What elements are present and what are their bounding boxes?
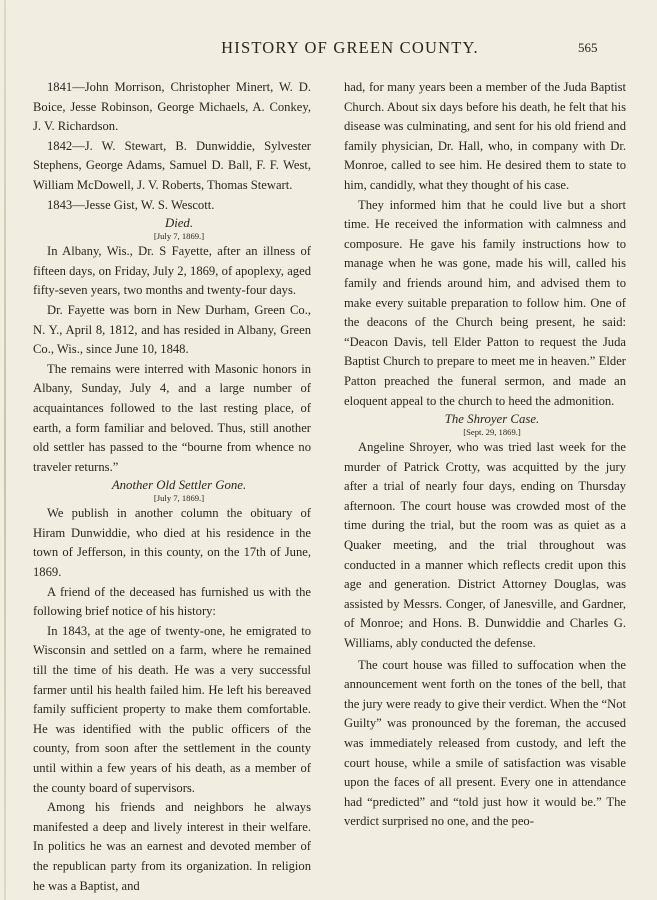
page-number: 565 [578, 40, 598, 55]
page-edge-shadow [4, 0, 6, 900]
paragraph: 1843—Jesse Gist, W. S. Wescott. [47, 197, 215, 212]
running-head [0, 38, 657, 60]
section-heading-shroyer-case: The Shroyer Case. [444, 412, 540, 427]
section-date: [July 7, 1869.] [153, 231, 205, 242]
running-title: HISTORY OF GREEN COUNTY. [221, 38, 479, 57]
paragraph: The court house was filled to suffocation when the announcement went forth on the tones of the bell, that the jury were ready to give their verdict. When the “Not Guilty” was pronounced by the foreman, the accused was immediately released from custody, and left the court house, while a smile of satisfaction was visable upon the faces of all present. Every one in attendance had “predicted” and “told just how it would be.” The verdict surprised no one, and the peo- [344, 657, 626, 829]
paragraph: 1842—J. W. Stewart, B. Dunwiddie, Sylvester Stephens, George Adams, Samuel D. Ball, F. F. West, William McDowell, J. V. Roberts, Thomas Stewart. [33, 138, 311, 192]
paragraph: In Albany, Wis., Dr. S Fayette, after an illness of fifteen days, on Friday, July 2, 1869, of apoplexy, aged fifty-seven years, two months and twenty-four days. [33, 244, 311, 298]
paragraph: had, for many years been a member of the Juda Baptist Church. About six days before his death, he felt that his disease was culminating, and sent for his old friend and family physician, Dr. Hall, who, in company with Dr. Monroe, called to see him. He desired them to state to him, candidly, what they thought of his case. [344, 80, 626, 192]
paragraph: A friend of the deceased has furnished us with the following brief notice of his history: [33, 584, 311, 619]
paragraph: We publish in another column the obituary of Hiram Dunwiddie, who died at his residence in the town of Jefferson, in this county, on the 17th of June, 1869. [33, 506, 311, 580]
paragraph: Among his friends and neighbors he always manifested a deep and lively interest in their welfare. In politics he was an earnest and devoted member of the republican party from its organization. In religion he was a Baptist, and [33, 800, 311, 893]
paragraph: In 1843, at the age of twenty-one, he emigrated to Wisconsin and settled on a farm, where he remained till the time of his death. He was a very successful farmer until his health failed him. He left his bereaved family sufficient property to make them comfortable. He was identified with the public officers of the county, from soon after the settlement in the county until within a few years of his death, as a member of the county board of supervisors. [33, 623, 311, 795]
section-date: [July 7, 1869.] [153, 493, 205, 504]
paragraph: 1841—John Morrison, Christopher Minert, W. D. Boice, Jesse Robinson, George Michaels, A. Conkey, J. V. Richardson. [33, 80, 311, 134]
section-heading-old-settler: Another Old Settler Gone. [111, 478, 247, 493]
left-column [33, 78, 311, 896]
paragraph: They informed him that he could live but a short time. He received the information with calmness and composure. He gave his family instructions how to manage when he was gone, made his will, called his family and friends around him, and advised them to make every suitable preparation to follow him. One of the deacons of the Church being present, he said: “Deacon Davis, tell Elder Patton to request the Juda Baptist Church to prepare to meet me in heaven.” Elder Patton preached the funeral sermon, and made an eloquent appeal to the church to heed the admonition. [344, 197, 626, 408]
section-heading-died: Died. [164, 216, 194, 231]
section-date: [Sept. 29, 1869.] [463, 427, 521, 438]
right-column [344, 78, 626, 832]
paragraph: Dr. Fayette was born in New Durham, Green Co., N. Y., April 8, 1812, and has resided in Albany, Green Co., Wis., since June 10, 1848. [33, 302, 311, 357]
paragraph: The remains were interred with Masonic honors in Albany, Sunday, July 4, and a large number of acquaintances followed to the last resting place, of earth, a form familiar and beloved. Thus, still another old settler has passed to the “bourne from whence no traveler returns.” [33, 361, 311, 474]
paragraph: Angeline Shroyer, who was tried last week for the murder of Patrick Crotty, was acquitted by the jury after a trial of nearly four days, ending on Thursday afternoon. The court house was crowded most of the time during the trial, but the room was as quiet as a Quaker meeting, and the trial throughout was conducted in a manner which reflects credit upon this age and generation. District Attorney Douglas, was assisted by Messrs. Conger, of Janesville, and Gardner, of Monroe; and Hons. B. Dunwiddie and Charles G. Williams, ably conducted the defense. [344, 440, 626, 651]
